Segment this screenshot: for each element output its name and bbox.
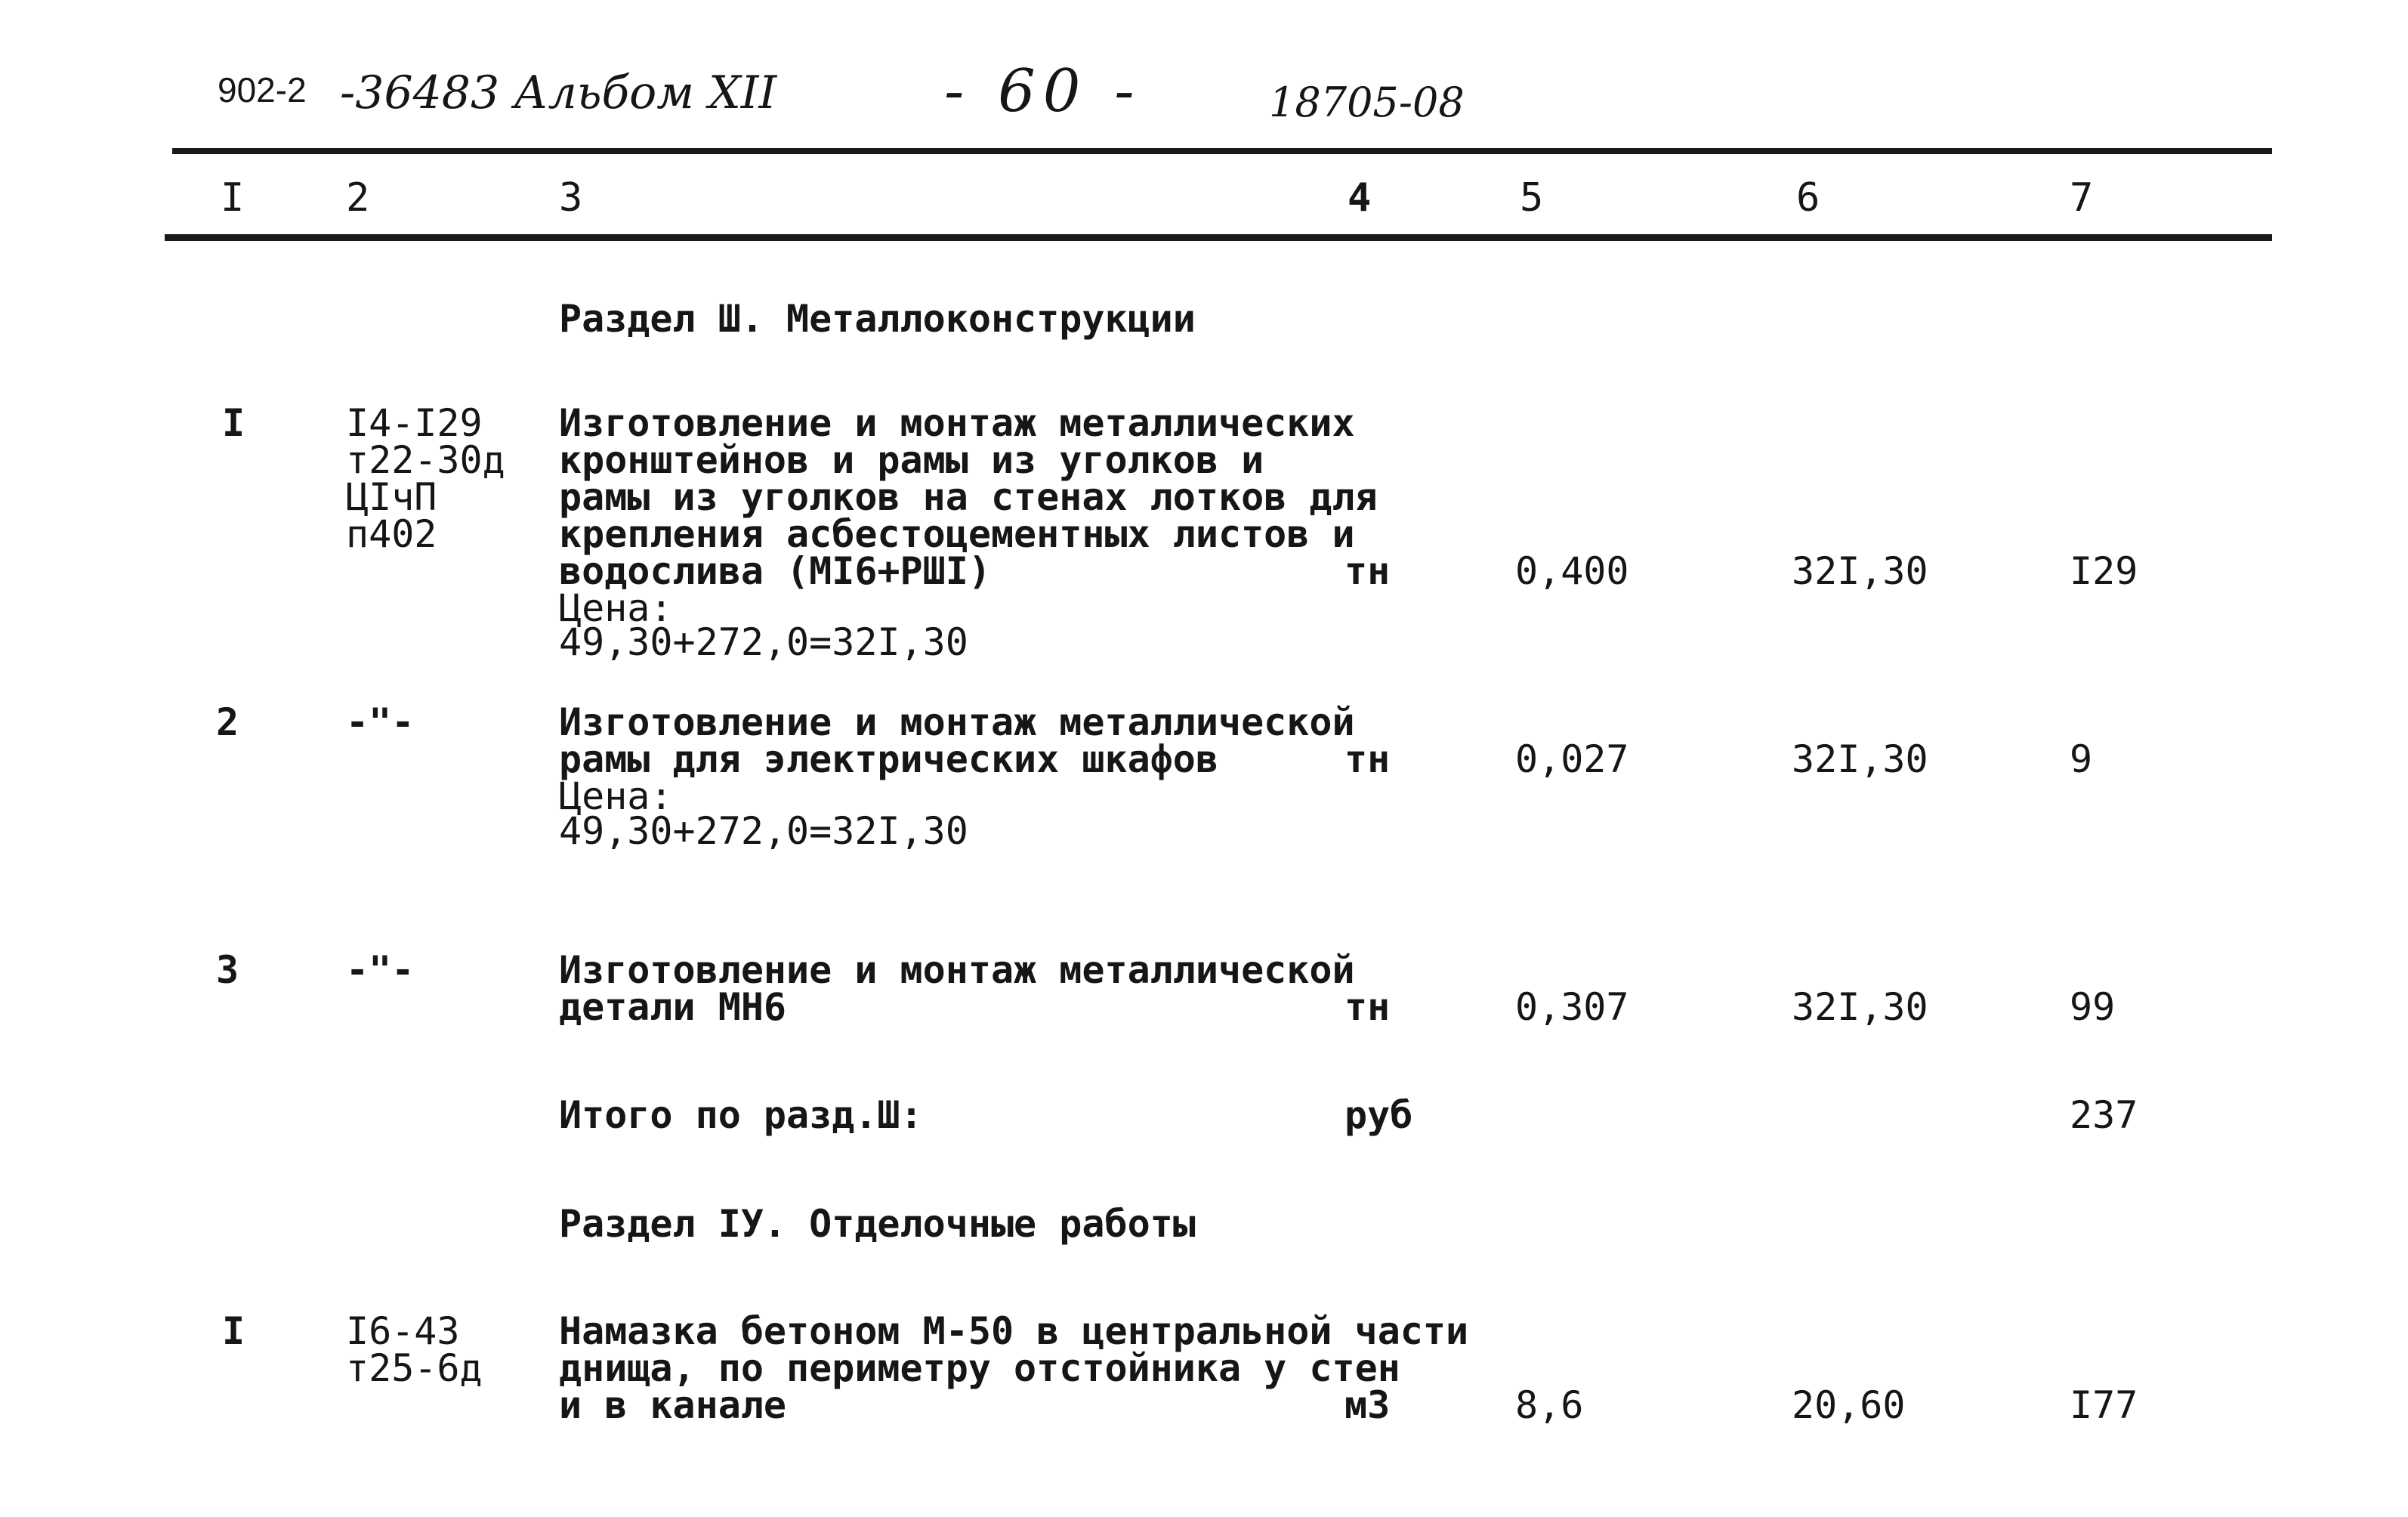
row-description-line: Цена: [559, 774, 673, 818]
row-number: I [222, 401, 245, 445]
row-description-line: рамы для электрических шкафов [559, 737, 1218, 781]
column-header-4: 4 [1348, 175, 1372, 221]
row-description-line: кронштейнов и рамы из уголков и [559, 438, 1264, 482]
row-unit: тн [1344, 549, 1391, 593]
row-unit: м3 [1344, 1383, 1391, 1427]
document-code: 902-2 [218, 70, 307, 110]
section-3-title: Раздел Ш. Металлоконструкции [559, 297, 1196, 341]
row-description-line: и в канале [559, 1383, 787, 1427]
column-header-1: I [221, 175, 245, 221]
row-quantity: 8,6 [1515, 1383, 1584, 1427]
row-description-line: Изготовление и монтаж металлических [559, 401, 1355, 445]
row-unit-price: 32I,30 [1792, 549, 1928, 593]
row-description-line: рамы из уголков на стенах лотков для [559, 475, 1378, 519]
row-quantity: 0,027 [1515, 737, 1629, 781]
row-unit: тн [1344, 737, 1391, 781]
row-code-line: п402 [346, 512, 437, 556]
row-total: I29 [2070, 549, 2138, 593]
row-code-line: I6-43 [346, 1309, 460, 1353]
row-description-line: водослива (МI6+РШI) [559, 549, 991, 593]
row-number: I [222, 1309, 245, 1353]
row-code-line: ЦIчП [346, 475, 437, 519]
row-description-line: крепления асбестоцементных листов и [559, 512, 1355, 556]
column-header-5: 5 [1520, 175, 1544, 221]
row-description-line: днища, по периметру отстойника у стен [559, 1346, 1400, 1390]
section-3-subtotal-label: Итого по разд.Ш: [559, 1093, 923, 1137]
row-number: 3 [216, 948, 239, 992]
row-description-line: детали МН6 [559, 985, 787, 1029]
row-code-line: I4-I29 [346, 401, 483, 445]
column-header-3: 3 [559, 175, 583, 221]
column-header-6: 6 [1796, 175, 1820, 221]
column-header-2: 2 [346, 175, 370, 221]
header-rule-top [172, 148, 2272, 154]
row-total: I77 [2070, 1383, 2138, 1427]
row-unit-price: 32I,30 [1792, 985, 1928, 1029]
section-4-title: Раздел IУ. Отделочные работы [559, 1202, 1196, 1246]
album-label: -36483 Альбом XII [340, 66, 777, 119]
row-unit: тн [1344, 985, 1391, 1029]
row-total: 9 [2070, 737, 2093, 781]
header-rule-bottom [165, 234, 2272, 241]
section-3-subtotal-unit: руб [1344, 1093, 1413, 1137]
row-description-line: Цена: [559, 586, 673, 630]
row-description-line: Изготовление и монтаж металлической [559, 700, 1355, 744]
row-price-formula: 49,30+272,0=32I,30 [559, 620, 968, 664]
row-code-line: т25-6д [346, 1346, 483, 1390]
row-unit-price: 32I,30 [1792, 737, 1928, 781]
row-number: 2 [216, 700, 239, 744]
row-description-line: Намазка бетоном М-50 в центральной части [559, 1309, 1469, 1353]
reference-number: 18705-08 [1269, 79, 1465, 126]
row-code-line: т22-30д [346, 438, 505, 482]
row-total: 99 [2070, 985, 2116, 1029]
row-code-line: -"- [346, 948, 415, 992]
column-header-7: 7 [2070, 175, 2094, 221]
row-price-formula: 49,30+272,0=32I,30 [559, 809, 968, 853]
row-description-line: Изготовление и монтаж металлической [559, 948, 1355, 992]
row-quantity: 0,307 [1515, 985, 1629, 1029]
row-unit-price: 20,60 [1792, 1383, 1906, 1427]
row-quantity: 0,400 [1515, 549, 1629, 593]
row-code-line: -"- [346, 700, 415, 744]
section-3-subtotal-value: 237 [2070, 1093, 2138, 1137]
page-number: - 60 - [944, 57, 1142, 125]
